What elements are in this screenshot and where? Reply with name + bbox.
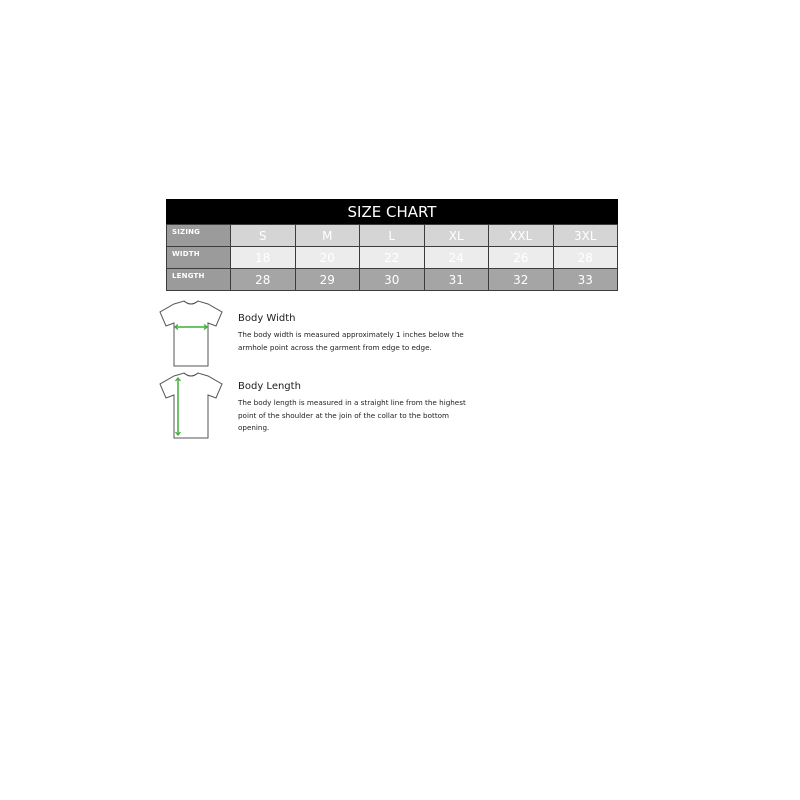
table-cell: L [360, 225, 425, 247]
table-cell: 20 [295, 247, 360, 269]
table-cell: M [295, 225, 360, 247]
table-cell: 3XL [553, 225, 618, 247]
size-chart-title: SIZE CHART [166, 199, 618, 224]
table-row-sizing [167, 225, 618, 247]
table-cell: S [231, 225, 296, 247]
table-cell: 31 [424, 269, 489, 291]
table-cell: 28 [553, 247, 618, 269]
size-table [166, 224, 618, 291]
table-cell: 33 [553, 269, 618, 291]
shirt-length-icon [158, 372, 224, 442]
table-row-length [167, 269, 618, 291]
table-cell: 30 [360, 269, 425, 291]
shirt-width-icon [158, 300, 224, 370]
table-cell: 29 [295, 269, 360, 291]
table-cell: 24 [424, 247, 489, 269]
body-length-title: Body Length [238, 381, 301, 392]
table-cell: 18 [231, 247, 296, 269]
body-length-text: The body length is measured in a straight line from the highest point of the shoulder at the join of the collar to the bottom opening. [238, 398, 466, 432]
table-cell: 26 [489, 247, 554, 269]
row-label-length: LENGTH [167, 269, 231, 291]
table-row-width [167, 247, 618, 269]
table-cell: XXL [489, 225, 554, 247]
body-length-guide [158, 372, 478, 442]
size-chart [166, 199, 618, 291]
table-cell: 22 [360, 247, 425, 269]
body-width-text: The body width is measured approximately 1 inches below the armhole point across the garment from edge to edge. [238, 330, 464, 352]
row-label-sizing: SIZING [167, 225, 231, 247]
row-label-width: WIDTH [167, 247, 231, 269]
body-width-guide [158, 300, 478, 370]
body-width-title: Body Width [238, 313, 296, 324]
table-cell: 28 [231, 269, 296, 291]
table-cell: 32 [489, 269, 554, 291]
table-cell: XL [424, 225, 489, 247]
